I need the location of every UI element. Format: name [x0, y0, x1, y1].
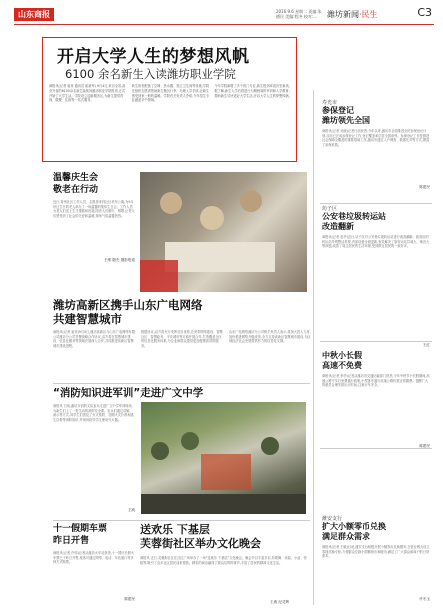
photo-birthday-party [140, 172, 307, 292]
right-story-1 [322, 100, 430, 190]
left-story-2-byline: 王威 [127, 508, 135, 512]
left-story-1-body: 近日,青州社区工作人员、志愿者来到社区老年公寓,为9月份过生日的老人举办了一场温馨的集体生日会。工作人员为老人们送上生日蛋糕和祝福,陪老人们聊天、唱歌,让老人们感受到了社会的关爱和温暖,现场气氛温馨热烈。 [53, 200, 135, 219]
lead-col-1: 商报讯(记者 崔茸 通讯员 崔新军) 9月4日,来自全省,甚至外省的6100余名新生陆续到潍坊职业学院报到,正式开始了大学生活。学院设立迎新服务区,为新生提供咨询、缴费、住宿等一站式服务。 [49, 84, 126, 103]
left-story-3-byline: 陈建民 [124, 597, 135, 601]
column-divider [313, 90, 314, 605]
right-story-3-title: 中秋小长假 高速不免费 [322, 351, 362, 370]
right-rule-2 [320, 341, 432, 342]
lead-col-2: 新生宿舍配备了空调、热水器、独立卫生间等设施,学院还组织志愿者帮助新生搬运行李、办理入学手续,让新生感受到家一般的温暖。学院有关负责人介绍,今年招生专业涵盖多个领域。 [131, 84, 210, 103]
photo-fire-drill [141, 402, 306, 514]
mid-article-1 [53, 298, 308, 326]
right-rule-1 [320, 203, 432, 204]
right-story-1-byline: 陈建民 [419, 185, 430, 189]
left-story-2-body: 商报讯 日前,潍坊市消防支队官兵走进广文中学军训现场,为新生们上了一堂生动的消防安全课。官兵们通过讲解、演示等方式,向学生们普及了火灾预防、初期火灾扑救和逃生自救等消防知识,并现场指导学生使用灭火器。 [53, 404, 134, 423]
right-story-1-body: 商报讯(记者 吴晓)记者日前获悉,今年以来,潍坊市全面推进全民参保登记计划,目前已完成参保登记工作,登记覆盖率位居全国前列。参保登记工作是推进社会保障全覆盖的重要基础工作,潍坊市通过入户调查、数据比对等方式,摸清了参保底数。 [322, 129, 430, 148]
right-story-2-byline: 王红 [422, 343, 430, 347]
lower-rule [53, 520, 310, 521]
right-story-4-title: 扩大小额零币兑换 满足群众需求 [322, 522, 386, 541]
mid-article-1-body-2: 根据协议,双方将充分发挥各自优势,在宽带网络建设、智慧社区、智慧政务、平安城市等方面开展合作,打造覆盖全区的信息化服务体系,为企业和群众提供更加便捷高效的服务。 [141, 330, 223, 349]
mid-article-2-title: 送欢乐 下基层 芙蓉街社区举办文化晚会 [140, 523, 261, 550]
mid-rule [53, 383, 310, 384]
right-story-4-kicker: 潍安支行 [322, 516, 343, 522]
right-story-3-byline: 陈建民 [419, 444, 430, 448]
page-header [14, 6, 434, 22]
right-story-3-body: 商报讯(记者 李华)记者从潍坊市交通运输部门获悉,今年中秋节小长假期间,高速公路不实行免费通行政策,小型客车通行高速公路仍需正常缴费。提醒广大驾驶员合理安排出行时间,注意行车安全。 [322, 374, 430, 388]
right-story-2-body: 商报讯(记者 赵华)近日,坊子区对公安巷垃圾转运站进行改造翻新。改造后的转运站外观整洁美观,内部设备全面更新,有效解决了原转运站异味大、噪音大等问题,改善了周边居民的生活环境,受到附近居民的一致好评。 [322, 235, 430, 249]
right-story-2-kicker: 坊子区 [322, 206, 338, 212]
right-rule-3 [320, 448, 432, 449]
mid-article-1-body-3: 山东广电网络潍坊分公司相关负责人表示,将加大投入力度,加快推进网络升级改造,全力支持高新区智慧城市建设,为区域经济社会发展提供有力的信息化支撑。 [229, 330, 311, 344]
right-story-4-body: 商报讯(记者 王敏)日前,潍安支行积极开展小额零币兑换服务,在营业网点设立零钱兑换专柜,方便群众兑换小面额纸币和硬币,满足了广大群众和商户的日常需求。 [322, 545, 430, 559]
right-story-3 [322, 351, 430, 449]
left-story-3-body: 商报讯(记者 许伟)记者从潍坊火车站获悉,十一国庆长假火车票已于昨日开售,旅客可通过网络、电话、车站窗口等多种方式购票。 [53, 551, 135, 565]
right-story-1-title: 参保登记 潍坊领先全国 [322, 106, 370, 125]
left-story-2-title: “消防知识进军训”走进广文中学 [53, 387, 204, 399]
right-story-1-kicker: 寿光市 [322, 100, 338, 106]
paper-logo: 山东商报 [14, 8, 54, 21]
lead-col-3: 今年学院新增了多个热门专业,新生报到率创历史新高。据了解,新生入学后将进行为期两周的军训和入学教育,帮助新生尽快适应大学生活,开启大学人生的梦想风帆。 [214, 84, 292, 98]
left-story-2-text [53, 404, 135, 513]
left-story-1-title: 温馨庆生会 敬老在行动 [53, 173, 99, 195]
section-red: 民生 [361, 10, 378, 19]
mid-article-1-title: 潍坊高新区携手山东广电网络 共建智慧城市 [53, 298, 203, 326]
lead-subtitle: 6100 余名新生入读潍坊职业学院 [65, 67, 236, 81]
lead-columns [49, 84, 292, 158]
right-story-2 [322, 206, 430, 348]
left-story-3 [53, 523, 135, 602]
right-story-4 [322, 516, 430, 602]
mid-article-2-byline: 王威 纪灵辉 [270, 600, 290, 604]
mid-article-1-columns [53, 330, 311, 380]
left-story-3-title: 十一假期车票 昨日开售 [53, 524, 108, 546]
mid-article-2-body: 商报讯 近日,芙蓉街社区在社区广场举办了一场“送欢乐 下基层”文化晚会。晚会节目丰富多彩,有歌舞、戏曲、小品、快板等,吸引了众多社区居民前来观看。精彩的演出赢得了观众们阵阵掌声,丰富了居民的精神文化生活。 [140, 556, 307, 565]
mid-article-1-body-1: 商报讯(记者 崔茸)9月5日,潍坊高新区与山东广电网络有限公司潍坊分公司签署战略合作协议,双方将在智慧城市建设、信息化服务等领域开展深入合作,共同推进高新区智慧城市建设进程。 [53, 330, 135, 349]
left-story-1-byline: 王维 随杰 摄影报道 [103, 258, 135, 262]
right-story-2-title: 公安巷垃圾转运站 改造翻新 [322, 212, 386, 231]
header-rule [14, 24, 434, 25]
left-story-2 [53, 387, 310, 400]
page-number: C3 [417, 6, 432, 19]
right-story-4-byline: 许冬玉 [419, 597, 430, 601]
section-name [327, 9, 378, 20]
lead-story [42, 37, 297, 162]
lead-title: 开启大学人生的梦想风帆 [57, 47, 250, 67]
mid-article-2 [140, 523, 310, 551]
section-prefix: 潍坊新闻· [327, 10, 362, 19]
date-line: 2016.9.6 星期二 责编:朱德民 美编:程冬 校对:... [276, 9, 322, 19]
left-story-1 [53, 172, 135, 263]
